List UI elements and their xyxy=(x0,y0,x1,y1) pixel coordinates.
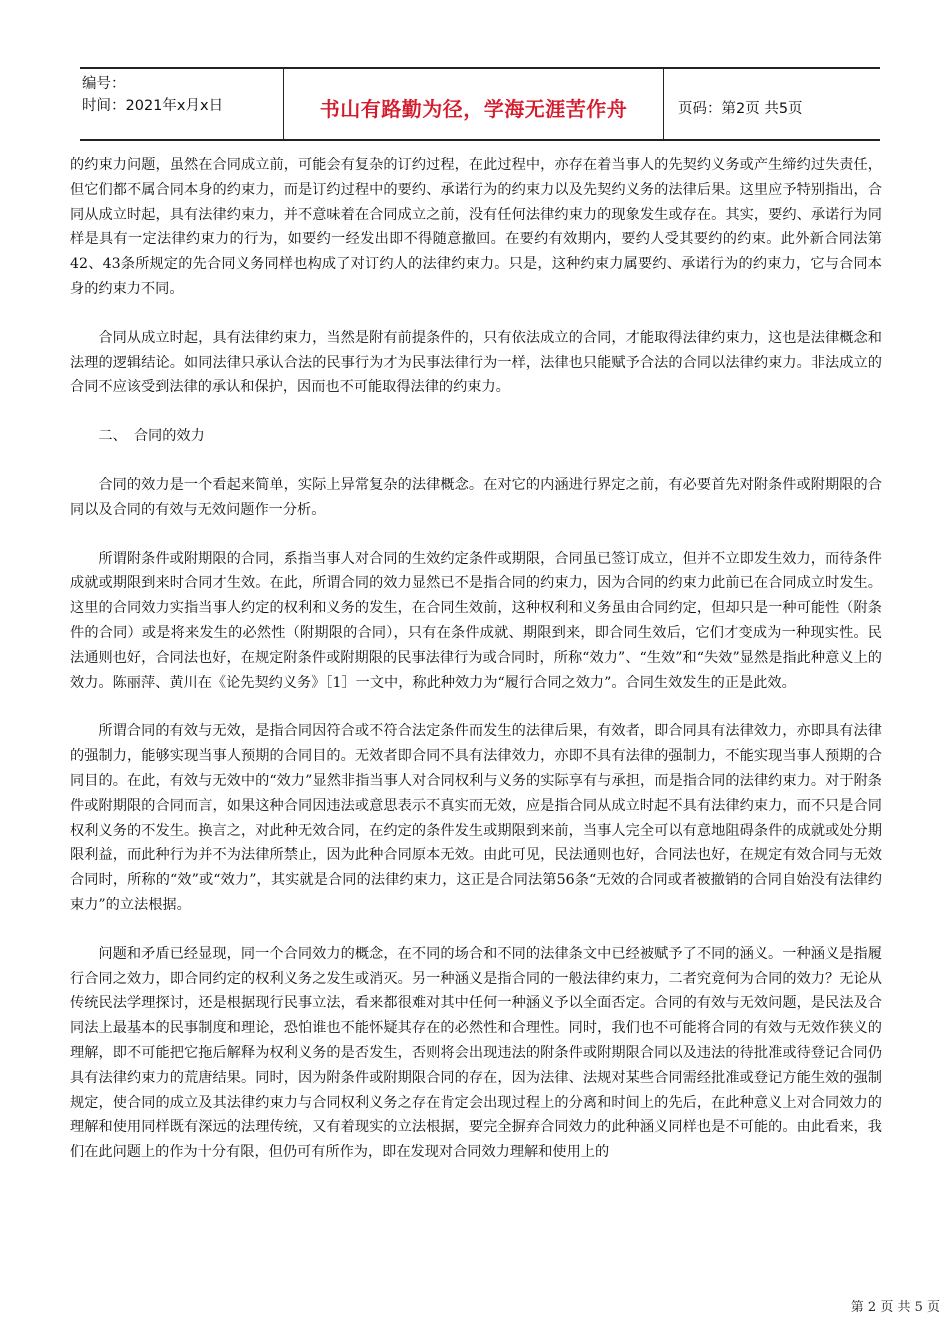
paragraph: 所谓附条件或附期限的合同，系指当事人对合同的生效约定条件或期限，合同虽已签订成立，但并不立即发生效力，而待条件成就或期限到来时合同才生效。在此，所谓合同的效力显然已不是指合同的约束力，因为合同的约束力此前已在合同成立时发生。这里的合同效力实指当事人约定的权利和义务的发生，在合同生效前，这种权利和义务虽由合同约定，但却只是一种可能性（附条件的合同）或是将来发生的必然性（附期限的合同），只有在条件成就、期限到来，即合同生效后，它们才变成为一种现实性。民法通则也好，合同法也好，在规定附条件或附期限的民事法律行为或合同时，所称“效力”、“生效”和“失效”显然是指此种意义上的效力。陈丽萍、黄川在《论先契约义务》［1］一文中，称此种效力为“履行合同之效力”。合同生效发生的正是此效。 xyxy=(70,550,882,691)
paragraph: 合同从成立时起，具有法律约束力，当然是附有前提条件的，只有依法成立的合同，才能取得法律约束力，这也是法律概念和法理的逻辑结论。如同法律只承认合法的民事行为才为民事法律行为一样，法律也只能赋予合法的合同以法律约束力。非法成立的合同不应该受到法律的承认和保护，因而也不可能取得法律的约束力。 xyxy=(70,329,882,396)
doc-time-label: 时间：2021年x月x日 xyxy=(82,98,224,114)
page-footer: 第 2 页 共 5 页 xyxy=(850,1300,940,1315)
page-header xyxy=(80,67,880,141)
section-heading: 二、 合同的效力 xyxy=(98,428,205,445)
paragraph: 的约束力问题，虽然在合同成立前，可能会有复杂的订约过程，在此过程中，亦存在着当事人的先契约义务或产生缔约过失责任，但它们都不属合同本身的约束力，而是订约过程中的要约、承诺行为的约束力以及先契约义务的法律后果。这里应予特别指出，合同从成立时起，具有法律约束力，并不意味着在合同成立之前，没有任何法律约束力的现象发生或存在。其实，要约、承诺行为同样是具有一定法律约束力的行为，如要约一经发出即不得随意撤回。在要约有效期内，要约人受其要约的约束。此外新合同法第42、43条所规定的先合同义务同样也构成了对订约人的法律约束力。只是，这种约束力属要约、承诺行为的约束力，它与合同本身的约束力不同。 xyxy=(70,157,882,297)
header-meta xyxy=(80,69,284,139)
header-motto: 书山有路勤为径，学海无涯苦作舟 xyxy=(284,69,664,139)
doc-number-label: 编号： xyxy=(82,76,126,92)
header-page-label: 页码：第2页 共5页 xyxy=(678,100,803,117)
paragraph: 问题和矛盾已经显现，同一个合同效力的概念，在不同的场合和不同的法律条文中已经被赋予了不同的涵义。一种涵义是指履行合同之效力，即合同约定的权利义务之发生或消灭。另一种涵义是指合同的一般法律约束力，二者究竟何为合同的效力？无论从传统民法学理探讨，还是根据现行民事立法，看来都很难对其中任何一种涵义予以全面否定。合同的有效与无效问题，是民法及合同法上最基本的民事制度和理论，恐怕谁也不能怀疑其存在的必然性和合理性。同时，我们也不可能将合同的有效与无效作狭义的理解，即不可能把它拖后解释为权利义务的是否发生，否则将会出现违法的附条件或附期限合同以及违法的待批准或待登记合同仍具有法律约束力的荒唐结果。同时，因为附条件或附期限合同的存在，因为法律、法规对某些合同需经批准或登记方能生效的强制规定，使合同的成立及其法律约束力与合同权利义务之存在肯定会出现过程上的分离和时间上的先后，在此种意义上对合同效力的理解和使用同样既有深远的法理传统，又有着现实的立法根据，要完全摒弃合同效力的此种涵义同样也是不可能的。由此看来，我们在此问题上的作为十分有限，但仍可有所作为，即在发现对合同效力理解和使用上的 xyxy=(70,945,882,1161)
document-body xyxy=(70,153,882,1189)
paragraph: 合同的效力是一个看起来简单，实际上异常复杂的法律概念。在对它的内涵进行界定之前，有必要首先对附条件或附期限的合同以及合同的有效与无效问题作一分析。 xyxy=(70,476,882,518)
paragraph: 所谓合同的有效与无效，是指合同因符合或不符合法定条件而发生的法律后果，有效者，即合同具有法律效力，亦即具有法律的强制力，能够实现当事人预期的合同目的。无效者即合同不具有法律效力，亦即不具有法律的强制力，不能实现当事人预期的合同目的。在此，有效与无效中的“效力”显然非指当事人对合同权利与义务的实际享有与承担，而是指合同的法律约束力。对于附条件或附期限的合同而言，如果这种合同因违法或意思表示不真实而无效，应是指合同从成立时起不具有法律约束力，而不只是合同权利义务的不发生。换言之，对此种无效合同，在约定的条件发生或期限到来前，当事人完全可以有意地阻碍条件的成就或处分期限利益，而此种行为并不为法律所禁止，因为此种合同原本无效。由此可见，民法通则也好，合同法也好，在规定有效合同与无效合同时，所称的“效”或“效力”，其实就是合同的法律约束力，这正是合同法第56条“无效的合同或者被撤销的合同自始没有法律约束力”的立法根据。 xyxy=(70,723,882,913)
